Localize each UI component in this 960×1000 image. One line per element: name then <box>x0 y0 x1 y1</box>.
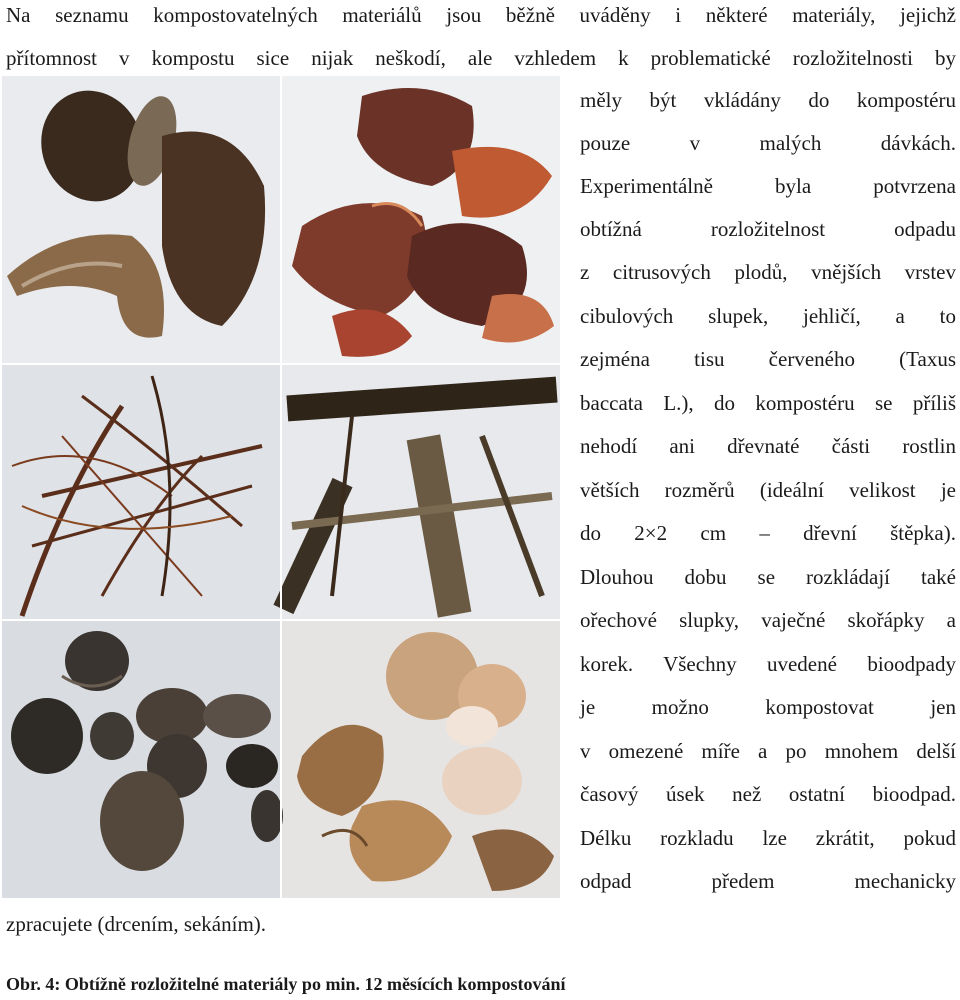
photo-collage <box>2 76 560 898</box>
column-line-2: pouze v malých dávkách. <box>580 131 956 155</box>
column-line-9: nehodí ani dřevnaté části rostlin <box>580 434 956 458</box>
column-line-1: měly být vkládány do kompostéru <box>580 88 956 112</box>
column-line-14: korek. Všechny uvedené bioodpady <box>580 652 956 676</box>
column-line-7: zejména tisu červeného (Taxus <box>580 347 956 371</box>
column-line-16: v omezené míře a po mnohem delší <box>580 739 956 763</box>
paragraph-line-2: přítomnost v kompostu sice nijak neškodí, ale vzhledem k problematické rozložitelnosti by <box>6 46 956 70</box>
column-line-4: obtížná rozložitelnost odpadu <box>580 217 956 241</box>
column-line-11: do 2×2 cm – dřevní štěpka). <box>580 521 956 545</box>
column-line-8: baccata L.), do kompostéru se příliš <box>580 391 956 415</box>
column-line-12: Dlouhou dobu se rozkládají také <box>580 565 956 589</box>
column-line-3: Experimentálně byla potvrzena <box>580 174 956 198</box>
column-line-17: časový úsek než ostatní bioodpad. <box>580 782 956 806</box>
column-line-10: větších rozměrů (ideální velikost je <box>580 478 956 502</box>
paragraph-line-1: Na seznamu kompostovatelných materiálů jsou běžně uváděny i některé materiály, jejichž <box>6 3 956 27</box>
column-line-18: Délku rozkladu lze zkrátit, pokud <box>580 826 956 850</box>
column-line-19: odpad předem mechanicky <box>580 869 956 893</box>
paragraph-last-line: zpracujete (drcením, sekáním). <box>6 912 267 936</box>
panel-conifer-needles <box>2 364 281 620</box>
column-line-13: ořechové slupky, vaječné skořápky a <box>580 608 956 632</box>
column-line-15: je možno kompostovat jen <box>580 695 956 719</box>
column-line-6: cibulových slupek, jehličí, a to <box>580 304 956 328</box>
figure-caption: Obr. 4: Obtížně rozložitelné materiály po min. 12 měsících kompostování <box>6 974 566 994</box>
column-line-5: z citrusových plodů, vnějších vrstev <box>580 260 956 284</box>
